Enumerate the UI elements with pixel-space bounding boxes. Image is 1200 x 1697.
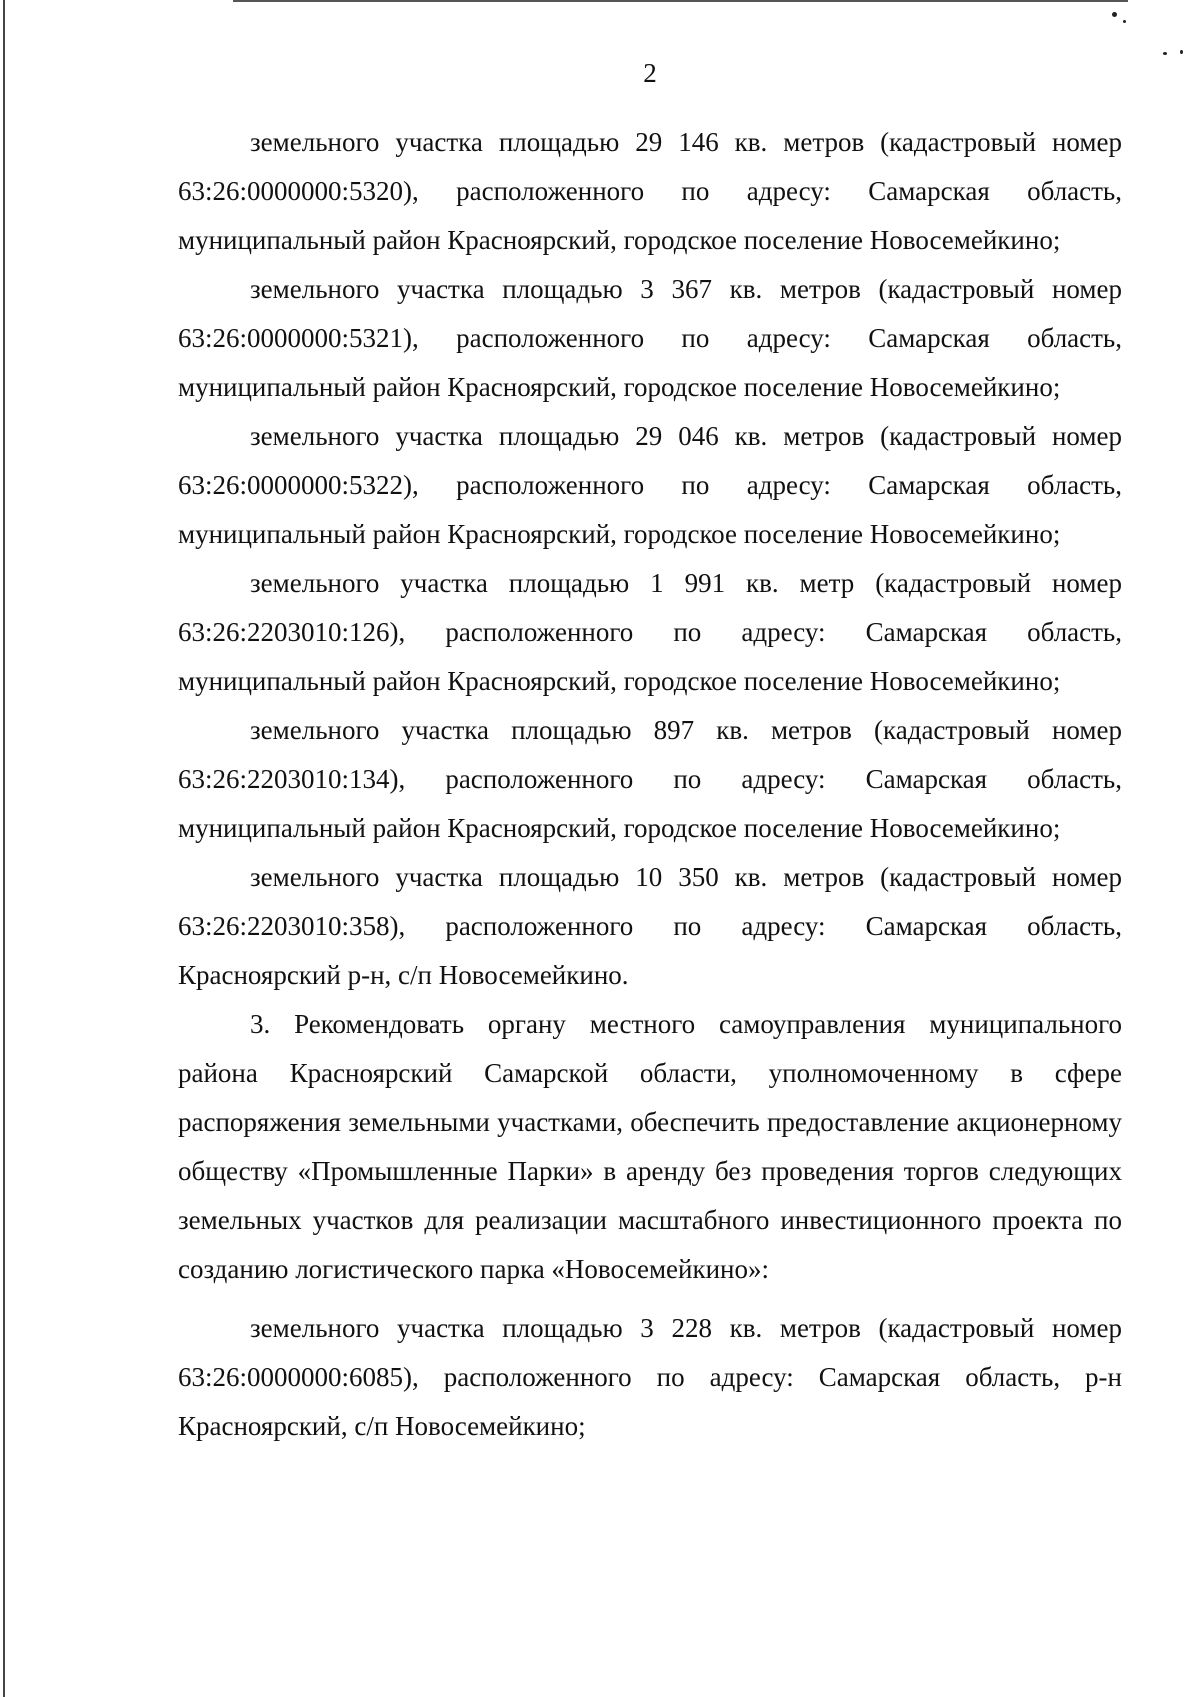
paragraph-land-plot-5322: земельного участка площадью 29 046 кв. метров (кадастровый номер 63:26:0000000:5322), расположенного по адресу: Самарская область, муниципальный район Красноярский, городское поселение Новосемейкино;	[178, 421, 1122, 549]
scan-speck	[1163, 52, 1167, 55]
paragraph-land-plot-358: земельного участка площадью 10 350 кв. метров (кадастровый номер 63:26:2203010:358), расположенного по адресу: Самарская область, Красноярский р-н, с/п Новосемейкино.	[178, 862, 1122, 990]
paragraph-land-plot-5320: земельного участка площадью 29 146 кв. метров (кадастровый номер 63:26:0000000:5320), расположенного по адресу: Самарская область, муниципальный район Красноярский, городское поселение Новосемейкино;	[178, 127, 1122, 255]
scan-top-edge	[233, 0, 1128, 2]
scan-left-edge	[3, 0, 5, 1697]
paragraph-land-plot-134: земельного участка площадью 897 кв. метров (кадастровый номер 63:26:2203010:134), расположенного по адресу: Самарская область, муниципальный район Красноярский, городское поселение Новосемейкино;	[178, 715, 1122, 843]
paragraph-land-plot-5321: земельного участка площадью 3 367 кв. метров (кадастровый номер 63:26:0000000:5321), расположенного по адресу: Самарская область, муниципальный район Красноярский, городское поселение Новосемейкино;	[178, 274, 1122, 402]
paragraph-land-plot-6085: земельного участка площадью 3 228 кв. метров (кадастровый номер 63:26:0000000:6085), расположенного по адресу: Самарская область, р-н Красноярский, с/п Новосемейкино;	[178, 1313, 1122, 1441]
scan-speck	[1112, 12, 1117, 17]
paragraph-item-3-recommendation: 3. Рекомендовать органу местного самоуправления муниципального района Красноярский Самарской области, уполномоченному в сфере распоряжения земельными участками, обеспечить предоставление акционерному обществу «Промышленные Парки» в аренду без проведения торгов следующих земельных участков для реализации масштабного инвестиционного проекта по созданию логистического парка «Новосемейкино»:	[178, 1009, 1122, 1284]
document-body	[178, 118, 1122, 1451]
paragraph-land-plot-126: земельного участка площадью 1 991 кв. метр (кадастровый номер 63:26:2203010:126), расположенного по адресу: Самарская область, муниципальный район Красноярский, городское поселение Новосемейкино;	[178, 568, 1122, 696]
scan-speck	[1123, 20, 1126, 23]
scan-speck	[1180, 50, 1183, 54]
page-number: 2	[643, 58, 657, 88]
